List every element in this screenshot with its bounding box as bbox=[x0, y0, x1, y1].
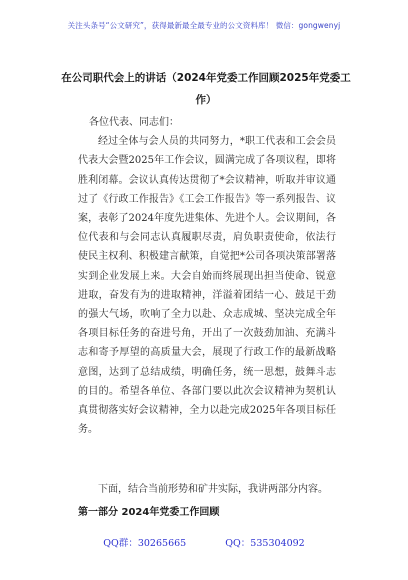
section-heading: 第一部分 2024年党委工作回顾 bbox=[78, 507, 220, 518]
body-paragraph-2: 下面，结合当前形势和矿井实际，我讲两部分内容。 bbox=[98, 484, 328, 495]
qq-group-text: QQ群：30265665 bbox=[103, 538, 187, 549]
qq-number-text: QQ：535304092 bbox=[225, 538, 305, 549]
document-body bbox=[78, 113, 336, 439]
footer-contact bbox=[0, 535, 408, 549]
document-title: 在公司职代会上的讲话（2024年党委工作回顾2025年党委工作） bbox=[61, 72, 351, 106]
document-body-continued bbox=[78, 480, 336, 499]
greeting: 各位代表、同志们： bbox=[89, 117, 179, 128]
body-paragraph-1: 经过全体与会人员的共同努力，*职工代表和工会会员代表大会暨2025年工作会议，圆满完成了各项议程，即将胜利闭幕。会议认真传达贯彻了*会议精神，听取并审议通过了《行政工作报告》《工会工作报告》等一系列报告、议案，表彰了2024年度先进集体、先进个人。会议期间，各位代表和与会同志认真履职尽责，肩负职责使命，依法行使民主权利、积极建言献策，自觉把*公司各项决策部署落实到企业发展上来。大会自始而终展现出担当使命、锐意进取，奋发有为的进取精神，洋溢着团结一心、鼓足干劲的强大气场，吹响了全力以赴、众志成城、坚决完成全年各项目标任务的奋进号角，开出了一次鼓劲加油、充满斗志和寄予厚望的高质量大会，展现了行政工作的最新战略意图，达到了总结成绩，明确任务，统一思想，鼓舞斗志的目的。希望各单位、各部门要以此次会议精神为契机认真贯彻落实好会议精神，全力以赴完成2025年各项目标任务。 bbox=[78, 136, 336, 436]
header-notice: 关注头条号“公文研究”，获得最新最全最专业的公文资料库！ 微信：gongwenyj bbox=[67, 21, 341, 30]
